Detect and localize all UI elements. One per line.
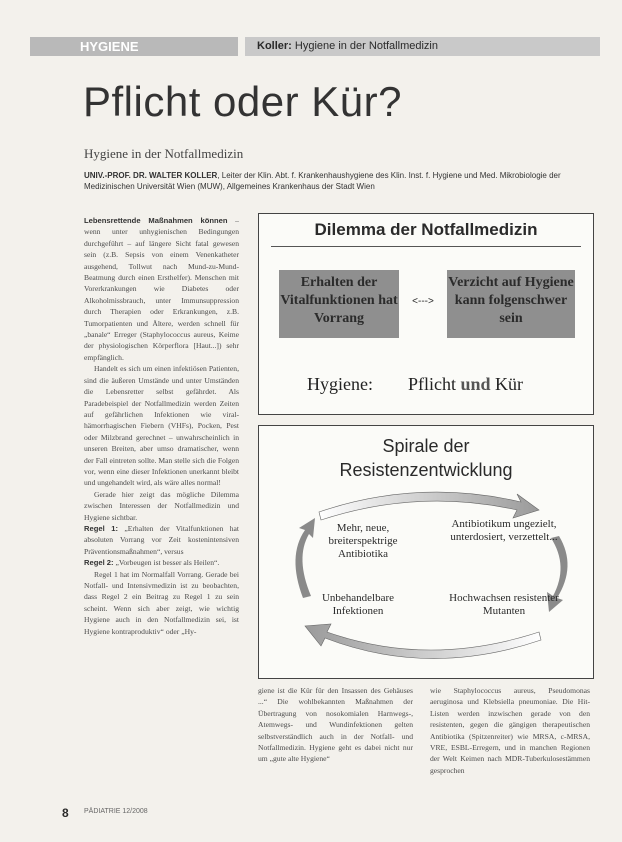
column-1 [84,215,239,637]
col1-p1: – wenn unter unhygienischen Bedingungen durchgeführt – auf längere Sicht fatal gewesen sein (z.B. Sepsis von einem Venenkatheter ausgehend, Tollwut nach Mund-zu-Mund-Beatmung durch einen Ersthelfer). Menschen mit Vorerkrankungen wie Diabetes oder Alkoholmissbrauch, unter Immunsuppression durch Therapien oder Erkrankungen, z.B. Tumorpatienten und Ältere, werden schnell für „banale“ Erreger (Staphylococcus aureus, Keime der physiologischen Körperflora [Haut...]) sehr empfänglich. [84,216,239,362]
node-resistant-mutants: Hochwachsen resistenter Mutanten [449,592,559,617]
node-untreatable-infections: Unbehandelbare Infektionen [321,592,395,617]
rule2-text: „Vorbeugen ist besser als Heilen“. [113,558,220,568]
column-3: wie Staphylococcus aureus, Pseudomonas aeruginosa und Klebsiella pneumoniae. Die Hit-Listen werden inzwischen gerade von den resistenten, gegen die gängigen therapeutischen Antibiotika (Spitzenreiter) wie MRSA, c-MRSA, VRE, ESBL-Erregern, und in manchen Regionen der Welt Keimen nach MDR-Tuberkulosestämmen gesprochen [430,686,590,775]
rule1-text: „Erhalten der Vitalfunktionen hat absoluten Vorrang vor Zeit kostenintensiven Präventionsmaßnahmen“, versus [84,523,240,556]
und-word: und [460,374,491,394]
author-name: UNIV.-PROF. DR. WALTER KOLLER [84,171,218,180]
topic-text: Hygiene in der Notfallmedizin [291,40,438,52]
col1-p4: Regel 1 hat im Normalfall Vorrang. Gerade bei Notfall- und Intensivmedizin ist zu beobachten, dass Regel 2 ein Beitrag zu Regel 1 zu sein scheint. Wenn sich aber zeigt, wie wichtig Hygiene auch in den Notfallmedizin sei, ist Hygiene kontraproduktiv“ oder „Hy- [84,569,239,636]
dilemma-diagram [258,213,594,415]
section-label: HYGIENE [80,39,139,54]
pflicht-word: Pflicht [407,374,461,394]
journal-issue: PÄDIATRIE 12/2008 [84,808,148,815]
kuer-word: Kür [490,374,524,394]
rule1-label: Regel 1: [84,523,119,533]
top-arrow [319,492,539,520]
rule2-label: Regel 2: [84,558,114,568]
vital-functions-box: Erhalten der Vitalfunktionen hat Vorrang [279,270,399,338]
node-untargeted-antibiotics: Antibiotikum ungezielt, unterdosiert, verzettelt... [450,518,558,543]
topic-bar [245,37,600,56]
hygiene-label: Hygiene: [307,374,373,394]
dilemma-title: Dilemma der Notfallmedizin [314,220,538,239]
topic-author: Koller: [257,40,292,52]
author-line [84,170,594,192]
spiral-title-line1: Spirale der [382,436,470,456]
lead-bold: Lebensrettende Maßnahmen können [84,216,228,225]
page-number: 8 [62,806,69,820]
hygiene-waiver-box: Verzicht auf Hygiene kann folgenschwer sein [447,270,575,338]
col1-p2: Handelt es sich um einen infektiösen Patienten, sind die äußeren Umstände und unter Umständen die Lebensretter selbst gefährdet. Als Paradebeispiel der Notfallmedizin werden Zeiten auf gefährlichen Infektionen wie viral-hämorrhagischen Fiebern (VHFs), Pocken, Pest oder Milzbrand gerechnet – unwahrscheinlich in unseren Breiten, aber umso dramatischer, wenn der Fall eintreten sollte. Man stelle sich die Folgen vor, wenn eine dieser Infektionen unerkannt bleibt und ungehandelt wird, als wäre alles normal! [84,364,239,488]
spiral-title-line2: Resistenzentwicklung [339,460,513,480]
col1-p3: Gerade hier zeigt das mögliche Dilemma zwischen Interessen der Notfallmedizin und Hygiene sichtbar. [84,489,239,522]
article-title: Pflicht oder Kür? [83,78,402,125]
section-tab [30,37,238,56]
bottom-arrow [305,624,541,659]
author-affiliation: , Leiter der Klin. Abt. f. Krankenhaushygiene des Klin. Inst. f. Hygiene und Med. Mikrobiologie der Medizinischen Universität Wien (MUW), Allgemeines Krankenhaus der Stadt Wien [84,171,561,191]
double-arrow-icon: <---> [412,296,434,307]
spiral-arrows [259,426,593,678]
resistance-spiral-diagram [258,425,594,679]
divider [271,246,581,247]
hygiene-duty-line [307,374,523,395]
node-more-antibiotics: Mehr, neue, breiterspektrige Antibiotika [328,522,398,560]
article-subtitle: Hygiene in der Notfallmedizin [84,146,244,161]
column-2: giene ist die Kür für den Insassen des Gehäuses ...“ Die wohlbekannten Maßnahmen der Übertragung von nosokomialen Harnwegs-, Atemwegs- und Wundinfektionen gelten selbstverständlich auch in der Notfall- und Notfallmedizin. Hygiene geht es dabei nicht nur um „gute alte Hygiene“ [258,686,413,764]
